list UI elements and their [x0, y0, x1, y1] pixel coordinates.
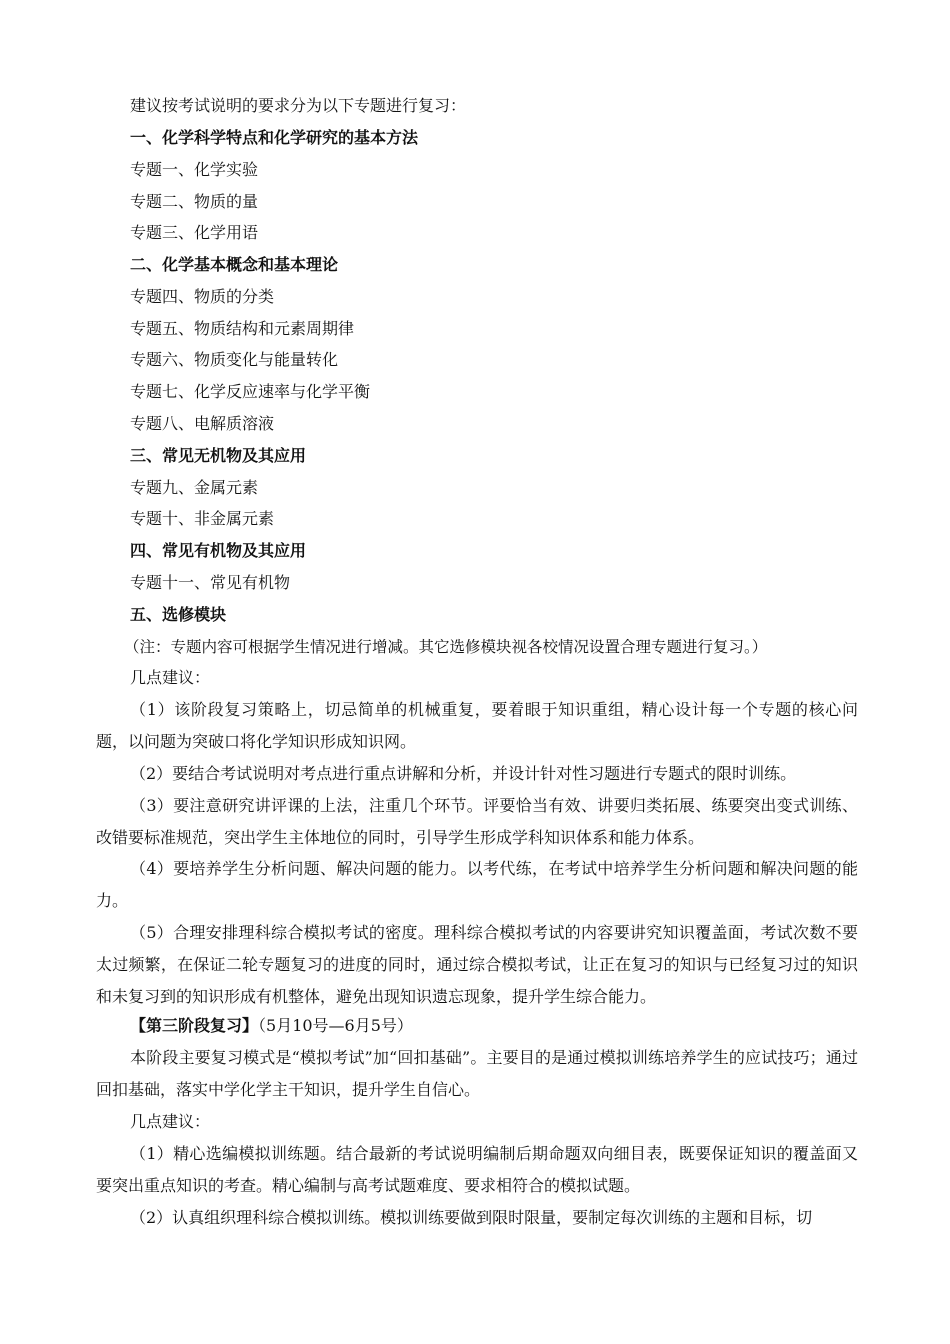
topic-1: 专题一、化学实验 — [130, 160, 259, 179]
topic-2: 专题二、物质的量 — [130, 192, 259, 211]
suggestion-4: （4）要培养学生分析问题、解决问题的能力。以考代练，在考试中培养学生分析问题和解决问题的能力。 — [96, 859, 858, 910]
suggestions-heading: 几点建议： — [130, 668, 211, 687]
section-heading-5: 五、选修模块 — [130, 605, 227, 624]
phase3-title: 【第三阶段复习】 — [130, 1016, 259, 1035]
topic-7: 专题七、化学反应速率与化学平衡 — [130, 382, 371, 401]
suggestion-3: （3）要注意研究讲评课的上法，注重几个环节。评要恰当有效、讲要归类拓展、练要突出变式训练、改错要标准规范，突出学生主体地位的同时，引导学生形成学科知识体系和能力体系。 — [96, 796, 858, 847]
suggestions-heading-2: 几点建议： — [130, 1112, 211, 1131]
section-heading-1: 一、化学科学特点和化学研究的基本方法 — [130, 128, 419, 147]
topic-10: 专题十、非金属元素 — [130, 509, 275, 528]
topic-5: 专题五、物质结构和元素周期律 — [130, 319, 355, 338]
section-heading-3: 三、常见无机物及其应用 — [130, 446, 307, 465]
phase3-heading — [130, 1016, 413, 1036]
suggestion-2: （2）要结合考试说明对考点进行重点讲解和分析，并设计针对性习题进行专题式的限时训练。 — [130, 764, 797, 783]
topic-9: 专题九、金属元素 — [130, 478, 259, 497]
topic-8: 专题八、电解质溶液 — [130, 414, 275, 433]
intro-text: 建议按考试说明的要求分为以下专题进行复习： — [130, 96, 467, 115]
phase3-dates: （5月10号—6月5号） — [258, 1016, 413, 1035]
section-heading-4: 四、常见有机物及其应用 — [130, 541, 307, 560]
phase3-suggestion-1: （1）精心选编模拟训练题。结合最新的考试说明编制后期命题双向细目表，既要保证知识的覆盖面又要突出重点知识的考查。精心编制与高考试题难度、要求相符合的模拟试题。 — [96, 1144, 858, 1195]
suggestion-5: （5）合理安排理科综合模拟考试的密度。理科综合模拟考试的内容要讲究知识覆盖面，考试次数不要太过频繁，在保证二轮专题复习的进度的同时，通过综合模拟考试，让正在复习的知识与已经复习过的知识和未复习到的知识形成有机整体，避免出现知识遗忘现象，提升学生综合能力。 — [96, 923, 858, 1006]
section-heading-2: 二、化学基本概念和基本理论 — [130, 255, 339, 274]
phase3-description: 本阶段主要复习模式是“模拟考试”加“回扣基础”。主要目的是通过模拟训练培养学生的应试技巧；通过回扣基础，落实中学化学主干知识，提升学生自信心。 — [96, 1048, 858, 1099]
note-text: （注：专题内容可根据学生情况进行增减。其它选修模块视各校情况设置合理专题进行复习。） — [124, 638, 768, 656]
topic-6: 专题六、物质变化与能量转化 — [130, 350, 339, 369]
topic-3: 专题三、化学用语 — [130, 223, 259, 242]
topic-11: 专题十一、常见有机物 — [130, 573, 291, 592]
phase3-suggestion-2: （2）认真组织理科综合模拟训练。模拟训练要做到限时限量，要制定每次训练的主题和目标，切 — [130, 1208, 813, 1227]
suggestion-1: （1）该阶段复习策略上，切忌简单的机械重复，要着眼于知识重组，精心设计每一个专题的核心问题，以问题为突破口将化学知识形成知识网。 — [96, 700, 858, 751]
topic-4: 专题四、物质的分类 — [130, 287, 275, 306]
